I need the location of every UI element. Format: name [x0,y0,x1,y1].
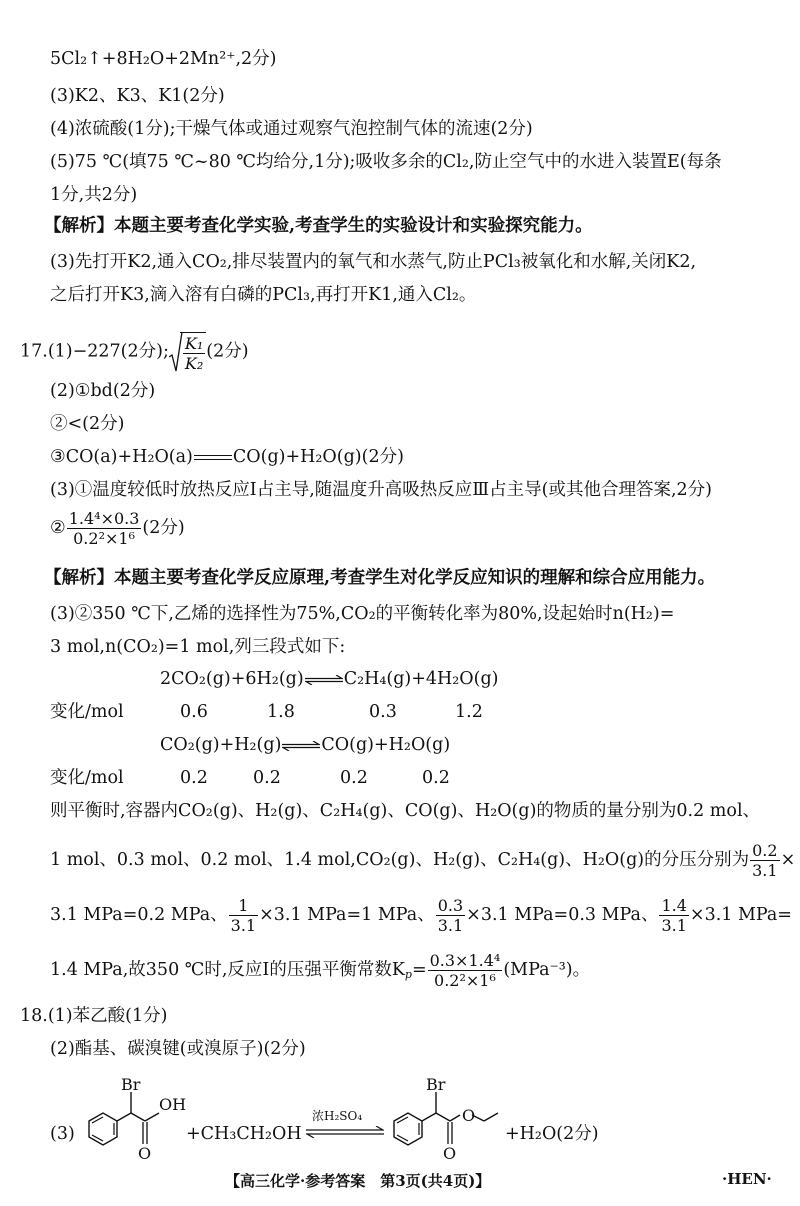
line-12 [50,445,404,469]
k2: K₂ [184,353,204,373]
change-row-2-label: 变化/mol [50,768,124,788]
text-b: ×3.1 MPa=1 MPa、 [259,905,435,925]
rxn-condition: 浓H₂SO₄ [312,1109,363,1123]
fraction-0.2-3.1 [750,841,779,880]
reaction-2-left: CO₂(g)+H₂(g) [160,735,282,755]
line-17: 3 mol,n(CO₂)=1 mol,列三段式如下: [50,637,346,657]
line-1: 5Cl₂↑+8H₂O+2Mn²⁺,2分) [50,49,277,69]
rxn-ethanol: +CH₃CH₂OH [186,1124,302,1144]
equals-sign-icon [194,453,232,463]
eq-right: CO(g)+H₂O(g)(2分) [232,447,404,467]
score: (2分) [142,518,185,538]
line-11: ②<(2分) [50,414,125,434]
denominator: 3.1 [661,916,687,935]
unit: (MPa⁻³)。 [503,960,591,980]
k-ratio-fraction [183,334,205,373]
reaction-1-right: C₂H₄(g)+4H₂O(g) [343,669,499,689]
denominator: 3.1 [437,916,464,935]
br-label-1: Br [121,1075,141,1094]
kp-fraction-1 [67,509,142,548]
denominator: 3.1 [752,861,778,880]
sqrt-expression [169,331,206,373]
analysis-text: 本题主要考查化学反应原理,考查学生对化学反应知识的理解和综合应用能力。 [114,568,716,588]
numerator: 1.4 [661,896,687,915]
k1: K₁ [184,333,204,353]
change-2-co: 0.2 [340,768,368,788]
numerator: 1 [229,896,258,916]
line-7: (3)先打开K2,通入CO₂,排尽装置内的氧气和水蒸气,防止PCl₃被氧化和水解,关闭K2, [50,252,697,272]
footer-title: 【高三化学·参考答案 第3页(共4页)】 [225,1172,491,1190]
change-2-h2o: 0.2 [422,768,450,788]
numerator: 0.3 [437,896,464,915]
line-16: (3)②350 ℃下,乙烯的选择性为75%,CO₂的平衡转化率为80%,设起始时n(H₂)= [50,604,675,624]
o-label-2: O [443,1144,457,1163]
numerator: 1.4⁴×0.3 [68,509,140,528]
q18-line-1: 18.(1)苯乙酸(1分) [20,1006,168,1026]
o-label-ester: O [462,1106,476,1125]
line-8: 之后打开K3,滴入溶有白磷的PCl₃,再打开K1,通入Cl₂。 [50,285,477,305]
change-1-h2: 1.8 [267,702,295,722]
line-23 [50,840,795,880]
change-row-1-label: 变化/mol [50,702,124,722]
q17-line-1 [20,331,249,373]
line-5: 1分,共2分) [50,185,138,205]
fraction-1.4-3.1 [659,896,688,935]
change-2-h2: 0.2 [253,768,281,788]
reaction-2-right: CO(g)+H₂O(g) [321,735,451,755]
line-13: (3)①温度较低时放热反应Ⅰ占主导,随温度升高吸热反应Ⅲ占主导(或其他合理答案,2分) [50,480,712,500]
line-24 [50,895,792,935]
text-d: ×3.1 MPa= [689,905,792,925]
line-2: (3)K2、K3、K1(2分) [50,86,225,106]
reaction-1 [160,667,499,691]
eq-left: ③CO(a)+H₂O(a) [50,447,193,467]
oh-label: OH [159,1095,187,1114]
footer-tag: ·HEN· [722,1170,772,1188]
circle-2: ② [50,518,66,538]
text: 1 mol、0.3 mol、0.2 mol、1.4 mol,CO₂(g)、H₂(g)、C₂H₄(g)、H₂O(g)的分压分别为 [50,850,750,870]
analysis-tag: 【解析】 [44,568,114,588]
numerator: 0.2 [752,841,778,860]
fraction-0.3-3.1 [436,896,465,935]
o-label-1: O [138,1144,152,1163]
denominator: 0.2²×1⁶ [434,971,496,990]
line-14 [50,508,185,548]
q17-answer-1: 17.(1)−227(2分); [20,341,169,362]
analysis-17 [44,566,715,590]
line-10: (2)①bd(2分) [50,381,156,401]
line-4: (5)75 ℃(填75 ℃~80 ℃均给分,1分);吸收多余的Cl₂,防止空气中的水进入装置E(每条 [50,152,722,172]
kp-subscript: p [404,968,412,981]
times: × [780,850,796,870]
denominator: 0.2²×1⁶ [73,529,135,548]
q18-line-2: (2)酯基、碳溴键(或溴原子)(2分) [50,1039,306,1059]
equals: = [411,960,427,980]
reversible-arrow-icon [306,1126,384,1138]
analysis-text: 本题主要考查化学实验,考查学生的实验设计和实验探究能力。 [114,216,593,236]
reversible-arrow-icon [305,675,343,685]
fraction-1-3.1 [229,896,258,935]
q17-score: (2分) [206,341,249,362]
change-2-co2: 0.2 [180,768,208,788]
denominator: 3.1 [230,916,257,935]
reversible-arrow-icon [282,741,320,751]
rxn-product-water: +H₂O(2分) [505,1124,599,1144]
text-a: 1.4 MPa,故350 ℃时,反应Ⅰ的压强平衡常数K [50,960,405,980]
change-1-h2o: 1.2 [455,702,483,722]
analysis-16 [44,214,593,238]
reaction-1-left: 2CO₂(g)+6H₂(g) [160,669,304,689]
br-label-2: Br [426,1075,446,1094]
analysis-tag: 【解析】 [44,216,114,236]
line-25 [50,950,590,995]
reaction-2 [160,733,450,757]
line-22: 则平衡时,容器内CO₂(g)、H₂(g)、C₂H₄(g)、CO(g)、H₂O(g)的物质的量分别为0.2 mol、 [50,801,761,821]
text-c: ×3.1 MPa=0.3 MPa、 [466,905,659,925]
kp-fraction-2 [428,951,503,990]
change-1-c2h4: 0.3 [369,702,397,722]
change-1-co2: 0.6 [180,702,208,722]
line-3: (4)浓硫酸(1分);干燥气体或通过观察气泡控制气体的流速(2分) [50,119,533,139]
text-a: 3.1 MPa=0.2 MPa、 [50,905,228,925]
numerator: 0.3×1.4⁴ [429,951,501,970]
rxn-number: (3) [50,1124,75,1144]
